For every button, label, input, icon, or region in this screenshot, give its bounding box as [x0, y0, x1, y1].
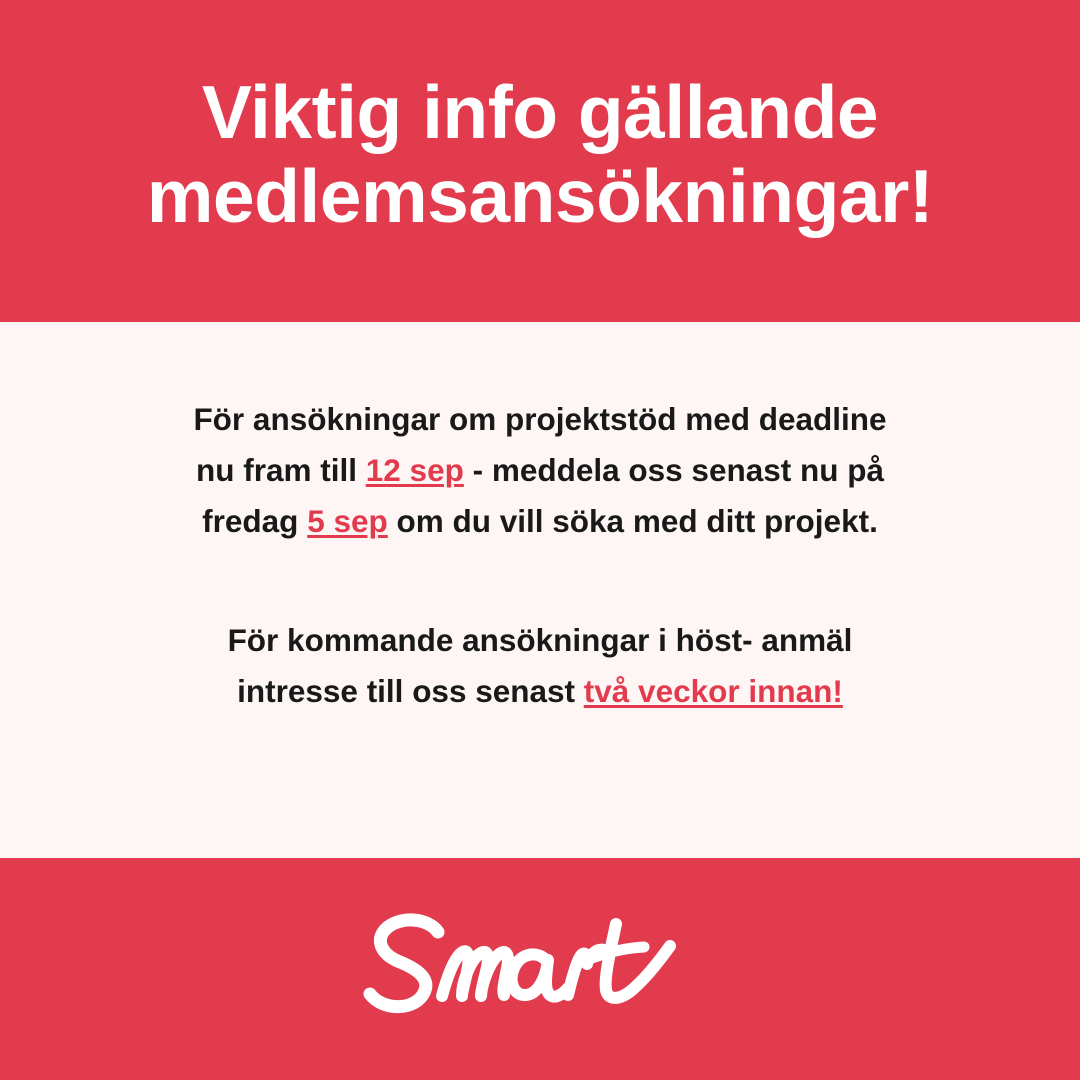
body-content — [0, 322, 1080, 858]
paragraph2-highlight-two-weeks: två veckor innan! — [583, 673, 843, 710]
smart-logo — [330, 894, 750, 1044]
paragraph2-part1: För kommande ansökningar i höst- anmäl intresse till oss senast — [227, 622, 853, 710]
paragraph-deadline — [180, 394, 900, 547]
paragraph1-highlight-12-sep: 12 sep — [365, 452, 464, 489]
paragraph-autumn — [180, 615, 900, 717]
paragraph1-part3: om du vill söka med ditt projekt. — [387, 503, 878, 540]
header-band — [0, 0, 1080, 322]
paragraph1-highlight-5-sep: 5 sep — [307, 503, 388, 540]
page-title: Viktig info gällande medlemsansökningar! — [146, 70, 934, 238]
paragraph1-part1: För ansökningar om projektstöd med deadline nu fram till — [193, 401, 887, 489]
footer-band — [0, 858, 1080, 1080]
paragraph1-part2: - meddela oss senast nu på fredag — [202, 452, 884, 540]
